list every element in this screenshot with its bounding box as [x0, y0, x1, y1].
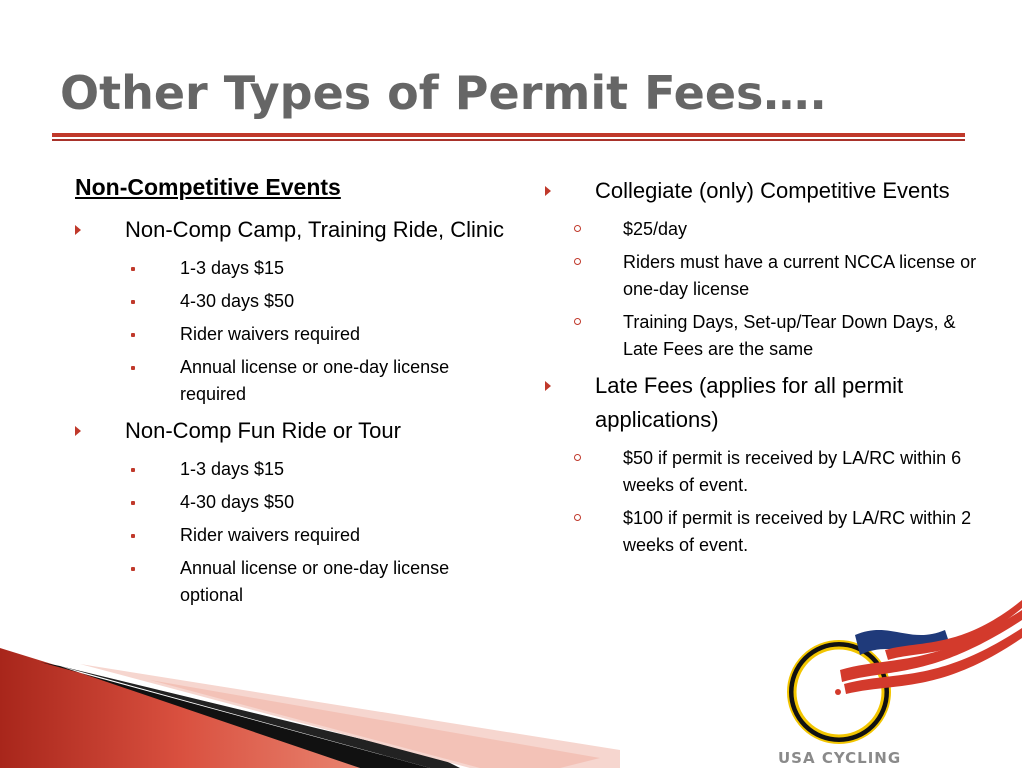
- triangle-bullet-icon: [545, 186, 551, 196]
- ring-bullet-icon: [574, 454, 581, 461]
- dot-bullet-icon: [131, 468, 135, 472]
- dot-bullet-icon: [131, 567, 135, 571]
- left-column: [75, 174, 505, 615]
- dot-bullet-icon: [131, 267, 135, 271]
- sub-bullet-item: [75, 555, 505, 609]
- right-column: [545, 174, 985, 565]
- bullet-item: [75, 213, 505, 247]
- sub-bullet-label: Training Days, Set-up/Tear Down Days, & Late Fees are the same: [623, 312, 956, 359]
- logo-wordmark: USA CYCLING: [778, 749, 902, 767]
- sub-bullet-label: 1-3 days $15: [180, 459, 285, 479]
- sub-bullet-item: [545, 445, 985, 499]
- sub-bullet-item: [75, 288, 505, 315]
- sub-bullet-item: [545, 249, 985, 303]
- bullet-label: Collegiate (only) Competitive Events: [595, 178, 950, 203]
- sub-bullet-item: [75, 456, 505, 483]
- sub-bullet-item: [545, 216, 985, 243]
- triangle-bullet-icon: [75, 426, 81, 436]
- sub-bullet-label: 4-30 days $50: [180, 291, 295, 311]
- ring-bullet-icon: [574, 514, 581, 521]
- decorative-swoosh: [0, 640, 620, 768]
- sub-bullet-item: [545, 505, 985, 559]
- sub-bullet-label: Riders must have a current NCCA license or one-day license: [623, 252, 977, 299]
- section-heading: Non-Competitive Events: [75, 174, 341, 200]
- ring-bullet-icon: [574, 318, 581, 325]
- sub-bullet-label: Rider waivers required: [180, 324, 361, 344]
- title-divider-thin: [52, 139, 965, 141]
- sub-bullet-item: [75, 321, 505, 348]
- dot-bullet-icon: [131, 300, 135, 304]
- bullet-item: [545, 174, 985, 208]
- dot-bullet-icon: [131, 333, 135, 337]
- sub-bullet-item: [75, 255, 505, 282]
- title-divider: [52, 133, 965, 137]
- bullet-item: [75, 414, 505, 448]
- ring-bullet-icon: [574, 258, 581, 265]
- sub-bullet-label: $50 if permit is received by LA/RC within 6 weeks of event.: [623, 448, 962, 495]
- bullet-label: Late Fees (applies for all permit applications): [595, 373, 904, 432]
- sub-bullet-item: [75, 489, 505, 516]
- sub-bullet-item: [545, 309, 985, 363]
- sub-bullet-label: 1-3 days $15: [180, 258, 285, 278]
- triangle-bullet-icon: [75, 225, 81, 235]
- dot-bullet-icon: [131, 366, 135, 370]
- slide-title: Other Types of Permit Fees….: [60, 66, 827, 120]
- triangle-bullet-icon: [545, 381, 551, 391]
- bullet-label: Non-Comp Fun Ride or Tour: [125, 418, 401, 443]
- sub-bullet-label: $25/day: [623, 219, 688, 239]
- sub-bullet-label: Annual license or one-day license required: [180, 357, 450, 404]
- dot-bullet-icon: [131, 534, 135, 538]
- sub-bullet-label: Rider waivers required: [180, 525, 361, 545]
- usa-cycling-logo: [760, 600, 1024, 768]
- sub-bullet-label: 4-30 days $50: [180, 492, 295, 512]
- sub-bullet-label: Annual license or one-day license optional: [180, 558, 450, 605]
- sub-bullet-label: $100 if permit is received by LA/RC within 2 weeks of event.: [623, 508, 972, 555]
- sub-bullet-item: [75, 522, 505, 549]
- bullet-label: Non-Comp Camp, Training Ride, Clinic: [125, 217, 505, 242]
- bullet-item: [545, 369, 985, 437]
- dot-bullet-icon: [131, 501, 135, 505]
- sub-bullet-item: [75, 354, 505, 408]
- ring-bullet-icon: [574, 225, 581, 232]
